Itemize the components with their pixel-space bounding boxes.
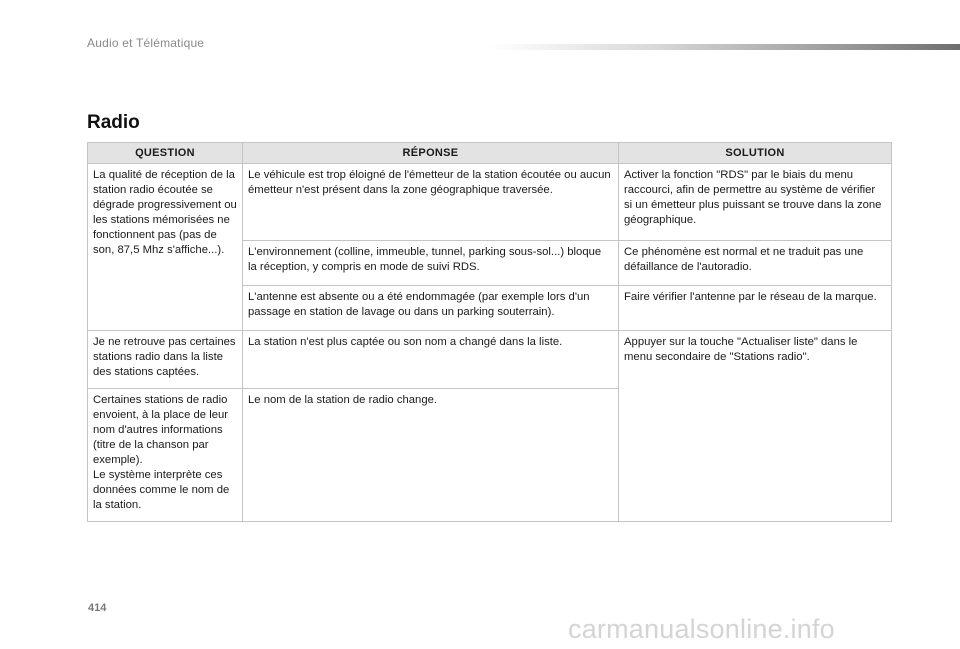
question-cell: Je ne retrouve pas certaines stations radio dans la liste des stations captées.	[88, 331, 243, 389]
column-header-answer: RÉPONSE	[243, 143, 619, 164]
solution-cell: Faire vérifier l'antenne par le réseau de la marque.	[619, 286, 892, 331]
table-header-row	[88, 143, 892, 164]
page-number: 414	[88, 602, 107, 614]
table-row	[88, 164, 892, 241]
solution-cell: Ce phénomène est normal et ne traduit pas une défaillance de l'autoradio.	[619, 241, 892, 286]
page-title: Radio	[87, 112, 140, 133]
faq-table	[87, 142, 892, 522]
question-cell: Le nom de la station de radio change.	[243, 389, 619, 522]
answer-cell: Certaines stations de radio envoient, à la place de leur nom d'autres informations (titre de la chanson par exemple). Le système interprète ces données comme le nom de la station.	[88, 389, 243, 522]
table-row	[88, 331, 892, 389]
section-title: Audio et Télématique	[87, 36, 205, 50]
header-gradient-bar	[488, 44, 960, 50]
solution-cell: Activer la fonction "RDS" par le biais du menu raccourci, afin de permettre au système de vérifier si un émetteur plus puissant se trouve dans la zone géographique.	[619, 164, 892, 241]
answer-cell: La station n'est plus captée ou son nom a changé dans la liste.	[243, 331, 619, 389]
column-header-solution: SOLUTION	[619, 143, 892, 164]
answer-cell: L'antenne est absente ou a été endommagée (par exemple lors d'un passage en station de lavage ou dans un parking souterrain).	[243, 286, 619, 331]
column-header-question: QUESTION	[88, 143, 243, 164]
watermark: carmanualsonline.info	[568, 614, 835, 644]
question-cell: La qualité de réception de la station radio écoutée se dégrade progressivement ou les stations mémorisées ne fonctionnent pas (pas de son, 87,5 Mhz s'affiche...).	[88, 164, 243, 331]
answer-cell: Le véhicule est trop éloigné de l'émetteur de la station écoutée ou aucun émetteur n'est présent dans la zone géographique traversée.	[243, 164, 619, 241]
answer-cell: L'environnement (colline, immeuble, tunnel, parking sous-sol...) bloque la réception, y compris en mode de suivi RDS.	[243, 241, 619, 286]
solution-cell: Appuyer sur la touche "Actualiser liste" dans le menu secondaire de "Stations radio".	[619, 331, 892, 522]
